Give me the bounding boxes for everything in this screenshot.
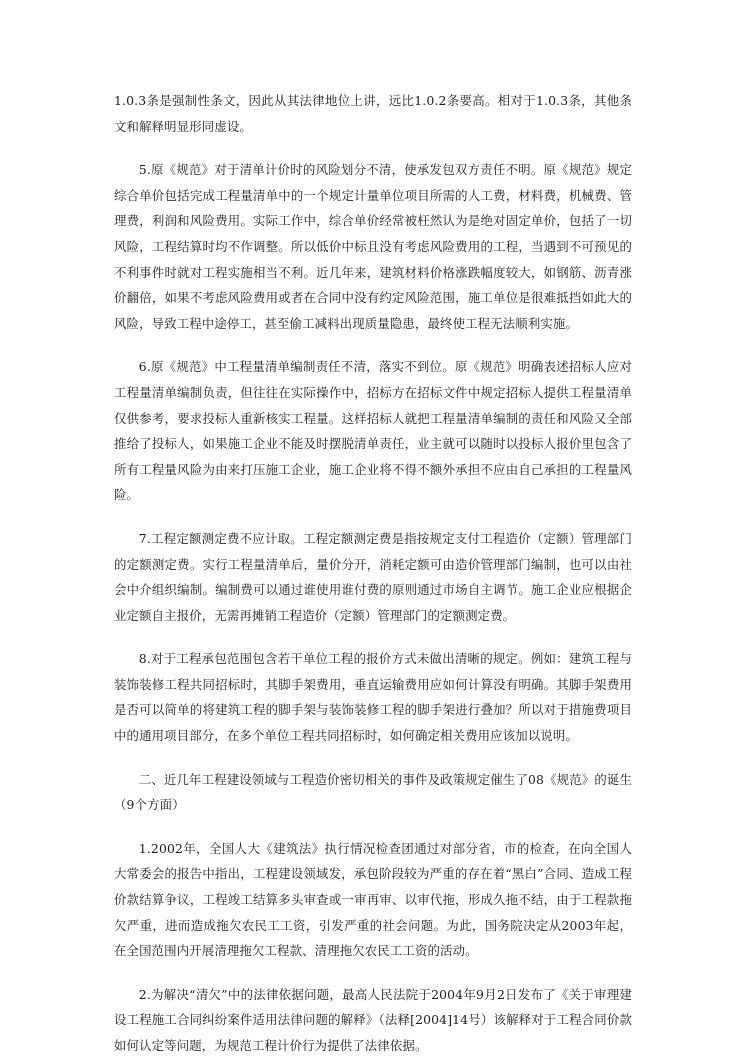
paragraph-section2-item-2: 2.为解决“清欠”中的法律依据问题，最高人民法院于2004年9月2日发布了《关于审理建设工程施工合同纠纷案件适用法律问题的解释》（法释[2004]14号）该解释对于工程合同价款如何认定等问题，为规范工程计价行为提供了法律依据。 <box>114 986 632 1053</box>
paragraph-item-5: 5.原《规范》对于清单计价时的风险划分不清，使承发包双方责任不明。原《规范》规定综合单价包括完成工程量清单中的一个规定计量单位项目所需的人工费，材料费，机械费、管理费，利润和风险费用。实际工作中，综合单价经常被枉然认为是绝对固定单价，包括了一切风险，工程结算时均不作调整。所以低价中标且没有考虑风险费用的工程，当遇到不可预见的不利事件时就对工程实施相当不利。近几年来，建筑材料价格涨跌幅度较大，如钢筋、沥青涨价翻倍，如果不考虑风险费用或者在合同中没有约定风险范围，施工单位是很难抵挡如此大的风险，导致工程中途停工，甚至偷工减料出现质量隐患，最终使工程无法顺利实施。 <box>114 162 632 331</box>
paragraph-1-0-3: 1.0.3条是强制性条文，因此从其法律地位上讲，远比1.0.2条要高。相对于1.0.3条，其他条文和解释明显形同虚设。 <box>114 93 632 134</box>
paragraph-item-7: 7.工程定额测定费不应计取。工程定额测定费是指按规定支付工程造价（定额）管理部门的定额测定费。实行工程量清单后，量价分开，消耗定额可由造价管理部门编制，也可以由社会中介组织编制。编制费可以通过谁使用谁付费的原则通过市场自主调节。施工企业应根据企业定额自主报价，无需再摊销工程造价（定额）管理部门的定额测定费。 <box>114 530 632 623</box>
section-heading-2: 二、近几年工程建设领域与工程造价密切相关的事件及政策规定催生了08《规范》的诞生（9个方面） <box>114 771 632 813</box>
paragraph-item-8: 8.对于工程承包范围包含若干单位工程的报价方式未做出清晰的规定。例如：建筑工程与装饰装修工程共同招标时，其脚手架费用，垂直运输费用应如何计算没有明确。其脚手架费用是否可以简单的将建筑工程的脚手架与装饰装修工程的脚手架进行叠加？所以对于措施费项目中的通用项目部分，在多个单位工程共同招标时，如何确定相关费用应该加以说明。 <box>114 651 632 744</box>
document-page <box>114 88 632 1059</box>
paragraph-section2-item-1: 1.2002年，全国人大《建筑法》执行情况检查团通过对部分省，市的检查，在向全国人大常委会的报告中指出，工程建设领域发，承包阶段较为严重的存在着“黑白”合同、造成工程价款结算争议，工程竣工结算多头审查或一审再审、以审代拖，形成久拖不结，由于工程款拖欠严重，进而造成拖欠农民工工资，引发严重的社会问题。为此，国务院决定从2003年起，在全国范围内开展清理拖欠工程款、清理拖欠农民工工资的活动。 <box>114 840 632 959</box>
paragraph-item-6: 6.原《规范》中工程量清单编制责任不清，落实不到位。原《规范》明确表述招标人应对工程量清单编制负责，但往往在实际操作中，招标方在招标文件中规定招标人提供工程量清单仅供参考，要求投标人重新核实工程量。这样招标人就把工程量清单编制的责任和风险又全部推给了投标人，如果施工企业不能及时摆脱清单责任，业主就可以随时以投标人报价里包含了所有工程量风险为由来打压施工企业，施工企业将不得不额外承担不应由自己承担的工程量风险。 <box>114 359 632 503</box>
